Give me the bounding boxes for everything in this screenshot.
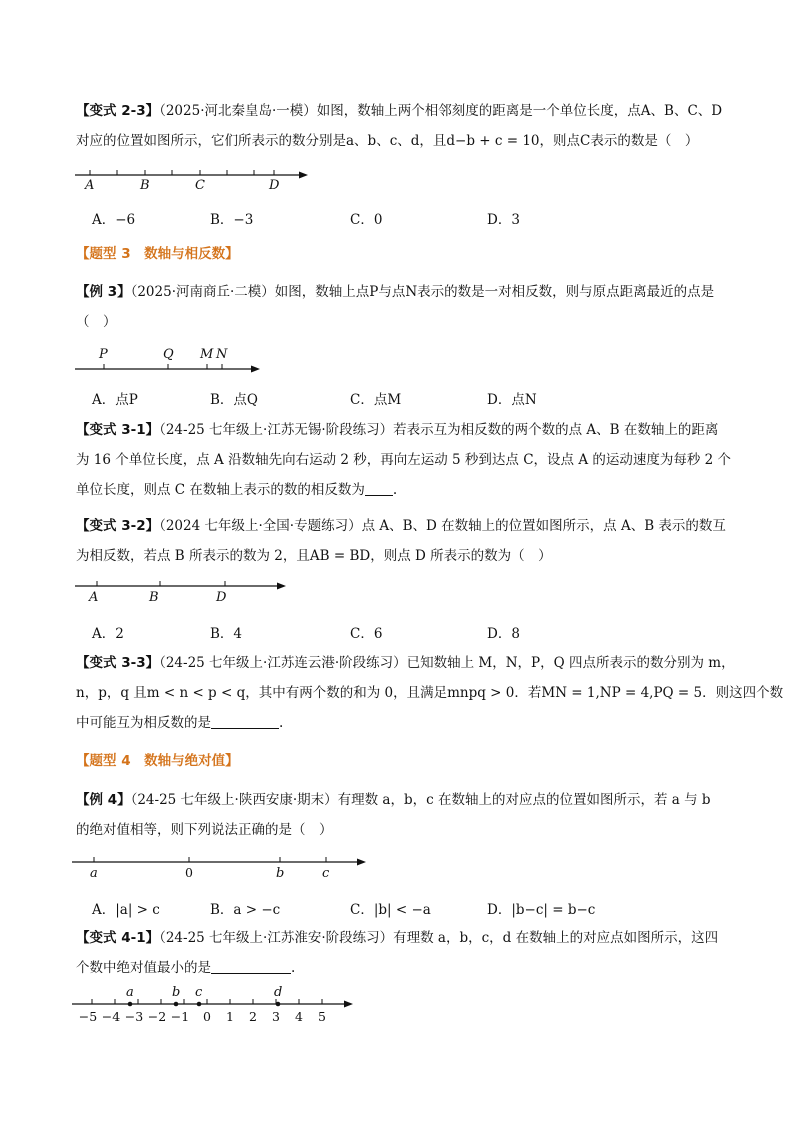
question-text: n，p，q 且m < n < p < q，其中有两个数的和为 0，且满足mnpq > 0．若MN = 1,NP = 4,PQ = 5．则这四个数 <box>76 685 784 701</box>
section-title: 【题型 3 数轴与相反数】 <box>76 246 239 262</box>
question-variant-4-1 <box>76 923 726 983</box>
options-e4 <box>92 898 712 922</box>
options-v23 <box>92 208 712 232</box>
question-text: （ ） <box>76 314 117 330</box>
question-variant-2-3 <box>76 96 726 156</box>
section-title: 【题型 4 数轴与绝对值】 <box>76 753 239 769</box>
option-a[interactable]: A．2 <box>92 626 124 642</box>
axis-label-b: B <box>149 590 159 605</box>
period: . <box>291 960 296 976</box>
axis-label-c: C <box>195 178 205 193</box>
tick-label: −2 <box>147 1009 167 1024</box>
section-type-4 <box>76 746 726 776</box>
options-e3 <box>92 388 712 412</box>
option-c[interactable]: C．点M <box>350 392 402 408</box>
option-c[interactable]: C．0 <box>350 212 383 228</box>
tick-label: 2 <box>249 1009 257 1024</box>
number-line-v23 <box>0 160 794 200</box>
question-text: （2025·河南商丘·二模）如图，数轴上点P与点N表示的数是一对相反数，则与原点距离最近的点是 <box>130 284 715 300</box>
axis-label-a: a <box>90 866 98 881</box>
question-text: 为相反数，若点 B 所表示的数为 2，且AB = BD，则点 D 所表示的数为（ ） <box>76 548 552 564</box>
option-c[interactable]: C．6 <box>350 626 383 642</box>
tick-label: 3 <box>272 1009 280 1024</box>
section-type-3 <box>76 239 726 269</box>
tick-label: −5 <box>78 1009 98 1024</box>
options-v32 <box>92 622 712 646</box>
question-text: （24-25 七年级上·陕西安康·期末）有理数 a，b，c 在数轴上的对应点的位置如图所示，若 a 与 b <box>130 792 711 808</box>
tick-label: 1 <box>226 1009 234 1024</box>
option-b[interactable]: B．−3 <box>210 212 254 228</box>
axis-label-b: b <box>276 866 285 881</box>
question-text: （24-25 七年级上·江苏连云港·阶段练习）已知数轴上 M，N，P，Q 四点所表示的数分别为 m， <box>159 655 735 671</box>
question-text: （2024 七年级上·全国·专题练习）点 A、B、D 在数轴上的位置如图所示，点 A、B 表示的数互 <box>159 518 726 534</box>
answer-blank[interactable] <box>211 712 279 729</box>
option-c[interactable]: C．|b| < −a <box>350 902 431 918</box>
point-label-d: d <box>274 985 283 1000</box>
question-variant-3-2 <box>76 511 726 571</box>
option-b[interactable]: B．4 <box>210 626 243 642</box>
number-line-v32 <box>0 575 794 607</box>
period: . <box>392 482 398 498</box>
question-head: 【变式 2-3】 <box>76 103 160 119</box>
option-d[interactable]: D．|b−c| = b−c <box>487 902 596 918</box>
number-line-e4 <box>0 851 794 883</box>
question-example-3 <box>76 277 726 337</box>
question-example-4 <box>76 785 726 845</box>
question-head: 【例 4】 <box>76 792 131 808</box>
axis-label-b: B <box>140 178 150 193</box>
axis-label-q: Q <box>163 347 174 362</box>
tick-label: 0 <box>203 1009 211 1024</box>
question-text: 个数中绝对值最小的是 <box>76 960 211 976</box>
axis-label-c: c <box>322 866 330 881</box>
axis-label-zero: 0 <box>185 865 193 880</box>
question-head: 【变式 3-1】 <box>76 422 160 438</box>
question-text: （2025·河北秦皇岛·一模）如图，数轴上两个相邻刻度的距离是一个单位长度，点A、B、C、D <box>159 103 723 119</box>
number-line-v41 <box>0 983 794 1025</box>
axis-label-p: P <box>99 347 108 362</box>
point-label-c: c <box>195 985 203 1000</box>
answer-blank[interactable] <box>211 957 291 974</box>
option-a[interactable]: A．−6 <box>92 212 136 228</box>
point-label-a: a <box>126 985 134 1000</box>
option-d[interactable]: D．3 <box>487 212 520 228</box>
period: . <box>279 715 284 731</box>
option-a[interactable]: A．|a| > c <box>92 902 160 918</box>
axis-label-a: A <box>85 178 95 193</box>
axis-label-d: D <box>269 178 280 193</box>
tick-label: 4 <box>295 1009 303 1024</box>
question-text: （24-25 七年级上·江苏淮安·阶段练习）有理数 a，b，c，d 在数轴上的对应点如图所示，这四 <box>159 930 719 946</box>
option-d[interactable]: D．点N <box>487 392 537 408</box>
number-line-e3 <box>0 343 794 373</box>
question-text: 的绝对值相等，则下列说法正确的是（ ） <box>76 822 333 838</box>
option-b[interactable]: B．点Q <box>210 392 258 408</box>
question-head: 【变式 3-2】 <box>76 518 160 534</box>
question-text: 单位长度，则点 C 在数轴上表示的数的相反数为 <box>76 482 365 498</box>
axis-label-a: A <box>89 590 99 605</box>
tick-label: −1 <box>170 1009 190 1024</box>
tick-label: −4 <box>101 1009 121 1024</box>
question-head: 【变式 4-1】 <box>76 930 160 946</box>
question-text: 为 16 个单位长度，点 A 沿数轴先向右运动 2 秒，再向左运动 5 秒到达点 C，设点 A 的运动速度为每秒 2 个 <box>76 452 732 468</box>
option-b[interactable]: B．a > −c <box>210 902 281 918</box>
question-text: （24-25 七年级上·江苏无锡·阶段练习）若表示互为相反数的两个数的点 A、B 在数轴上的距离 <box>159 422 719 438</box>
axis-label-d: D <box>216 590 227 605</box>
option-d[interactable]: D．8 <box>487 626 520 642</box>
tick-label: −3 <box>124 1009 144 1024</box>
point-label-b: b <box>172 985 181 1000</box>
question-head: 【例 3】 <box>76 284 131 300</box>
axis-label-n: N <box>216 347 228 362</box>
answer-blank[interactable] <box>365 479 393 496</box>
question-text: 对应的位置如图所示，它们所表示的数分别是a、b、c、d，且d−b + c = 10，则点C表示的数是（ ） <box>76 133 699 149</box>
question-variant-3-3 <box>76 648 784 738</box>
axis-label-m: M <box>200 347 214 362</box>
option-a[interactable]: A．点P <box>92 392 138 408</box>
question-text: 中可能互为相反数的是 <box>76 715 211 731</box>
question-head: 【变式 3-3】 <box>76 655 160 671</box>
question-variant-3-1 <box>76 415 732 505</box>
tick-label: 5 <box>318 1009 326 1024</box>
